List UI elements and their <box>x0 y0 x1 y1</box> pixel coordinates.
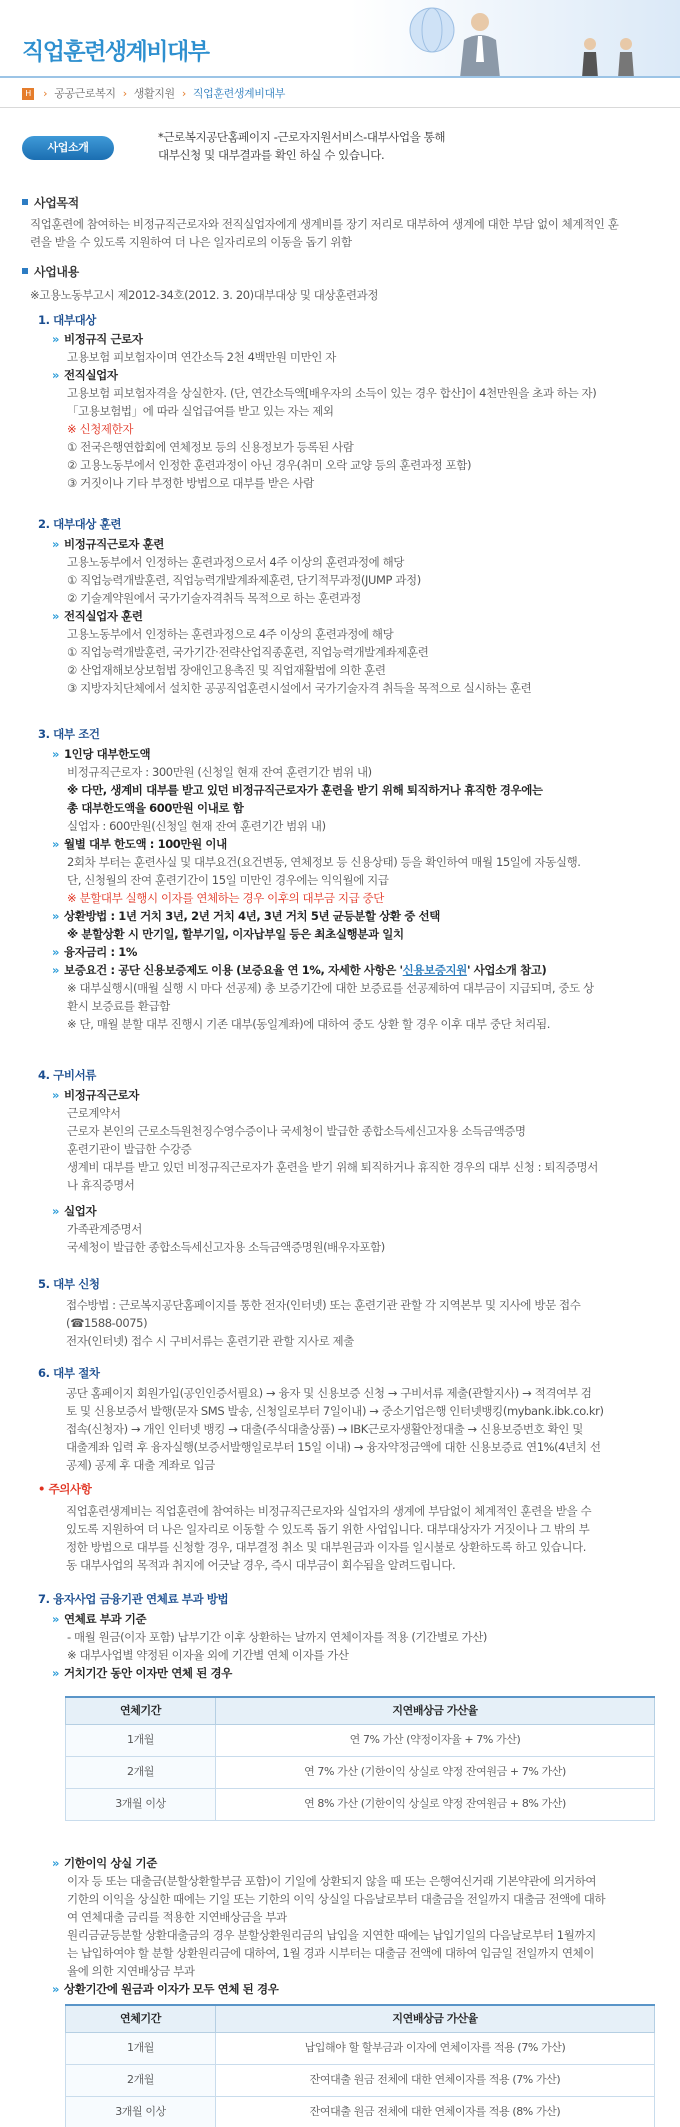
section-3-body <box>52 745 672 1033</box>
text-line: ① 전국은행연합회에 연체정보 등의 신용정보가 등록된 사람 <box>67 440 354 454</box>
text-line: 전자(인터넷) 접수 시 구비서류는 훈련기관 관할 지사로 제출 <box>66 1334 354 1348</box>
purpose-heading: 사업목적 <box>22 194 79 212</box>
text-line: ※ 대부사업별 약정된 이자율 외에 기간별 연체 이자를 가산 <box>67 1648 349 1662</box>
subheading: » 비정규직근로자 훈련 <box>52 535 662 553</box>
breadcrumb-current: 직업훈련생계비대부 <box>192 87 285 100</box>
text-line: 정한 방법으로 대부를 신청할 경우, 대부결정 취소 및 대부원금과 이자를 일시불로 상환하도록 하고 있습니다. <box>66 1540 587 1554</box>
table-cell: 연 7% 가산 (기한이익 상실로 약정 잔여원금 + 7% 가산) <box>216 1756 655 1788</box>
table-header: 지연배상금 가산율 <box>216 1697 655 1724</box>
breadcrumb-item[interactable]: 생활지원 <box>133 87 175 100</box>
section-5-title: 5. 대부 신청 <box>38 1277 100 1291</box>
text-line: ③ 거짓이나 기타 부정한 방법으로 대부를 받은 사람 <box>67 476 314 490</box>
page-title: 직업훈련생계비대부 <box>22 39 209 65</box>
text-line: 율에 의한 지연배상금 부과 <box>67 1964 195 1978</box>
subheading: » 융자금리 : 1% <box>52 943 672 961</box>
late-interest-table-2 <box>65 2004 655 2127</box>
warning-line: ※ 분할대부 실행시 이자를 연체하는 경우 이후의 대부금 지급 중단 <box>67 891 384 905</box>
text-line: ① 직업능력개발훈련, 직업능력개발계좌제훈련, 단기적무과정(JUMP 과정) <box>67 573 421 587</box>
text-line: 이자 등 또는 대출금(분할상환할부금 포함)이 기일에 상환되지 않을 때 또는 은행여신거래 기본약관에 의거하여 <box>67 1874 597 1888</box>
subheading: » 전직실업자 훈련 <box>52 607 662 625</box>
text-line: 대출계좌 입력 후 융자실행(보증서발행일로부터 15일 이내) → 융자약정금액에 대한 신용보증료 연1%(4년치 선 <box>66 1440 601 1454</box>
table-row <box>66 1788 655 1820</box>
subheading: » 비정규직 근로자 <box>52 330 662 348</box>
subheading: » 상환기간에 원금과 이자가 모두 연체 된 경우 <box>52 1980 672 1998</box>
text-line: 동 대부사업의 목적과 취지에 어긋날 경우, 즉시 대부금이 회수됨을 알려드립니다. <box>66 1558 456 1572</box>
text-line: 있도록 지원하여 더 나은 일자리로 이동할 수 있도록 돕기 위한 사업입니다. 대부대상자가 거짓이나 그 밖의 부 <box>66 1522 590 1536</box>
table-cell: 연 8% 가산 (기한이익 상실로 약정 잔여원금 + 8% 가산) <box>216 1788 655 1820</box>
text-line: 토 및 신용보증서 발행(문자 SMS 발송, 신청일로부터 7일이내) → 중소기업은행 인터넷뱅킹(mybank.ibk.co.kr) <box>66 1404 604 1418</box>
subheading <box>52 961 672 979</box>
text-line: 훈련기관이 발급한 수강증 <box>67 1142 192 1156</box>
table-row <box>66 1756 655 1788</box>
text-line: 공단 홈페이지 회원가입(공인인증서필요) → 융자 및 신용보증 신청 → 구비서류 제출(관할지사) → 적격여부 검 <box>66 1386 592 1400</box>
section-2-title: 2. 대부대상 훈련 <box>38 517 122 531</box>
page-header <box>0 0 680 78</box>
text-line: 총 대부한도액을 600만원 이내로 함 <box>67 801 244 815</box>
text-line: 기한의 이익을 상실한 때에는 기일 또는 기한의 이익 상실일 다음날로부터 대출금을 전일까지 대출금 전액에 대하 <box>67 1892 606 1906</box>
table-cell: 2개월 <box>66 1756 216 1788</box>
intro-line: 대부신청 및 대부결과를 확인 하실 수 있습니다. <box>158 148 385 162</box>
text-line: 실업자 : 600만원(신청일 현재 잔여 훈련기간 범위 내) <box>67 819 326 833</box>
chevron-right-icon: › <box>43 87 48 100</box>
subheading: » 거치기간 동안 이자만 연체 된 경우 <box>52 1664 672 1682</box>
section-7-body <box>52 1610 672 1682</box>
table-cell: 잔여대출 원금 전체에 대한 연체이자를 적용 (7% 가산) <box>216 2064 655 2096</box>
text-line: ※ 분할상환 시 만기일, 할부기일, 이자납부일 등은 최초실행분과 일치 <box>67 927 404 941</box>
table-row <box>66 2032 655 2064</box>
text-line: 「고용보험법」에 따라 실업급여를 받고 있는 자는 제외 <box>67 404 334 418</box>
text-line: 근로계약서 <box>67 1106 121 1120</box>
text-line: 나 휴직증명서 <box>67 1178 135 1192</box>
text-line: 생계비 대부를 받고 있던 비정규직근로자가 훈련을 받기 위해 퇴직하거나 휴직한 경우의 대부 신청 : 퇴직증명서 <box>67 1160 598 1174</box>
table-cell: 2개월 <box>66 2064 216 2096</box>
text-line: ② 고용노동부에서 인정한 훈련과정이 아닌 경우(취미 오락 교양 등의 훈련과정 포함) <box>67 458 472 472</box>
text-line: 련을 받을 수 있도록 지원하여 더 나은 일자리로의 이동을 돕기 위함 <box>30 235 352 249</box>
credit-guarantee-link[interactable]: 신용보증지원 <box>402 963 467 977</box>
text-line: 여 연체대출 금리를 적용한 지연배상금을 부과 <box>67 1910 287 1924</box>
section-1-body <box>52 330 662 492</box>
subheading: » 비정규직근로자 <box>52 1086 672 1104</box>
breadcrumb-item[interactable]: 공공근로복지 <box>54 87 116 100</box>
text-line: 단, 신청월의 잔여 훈련기간이 15일 미만인 경우에는 익익월에 지급 <box>67 873 389 887</box>
subheading: » 연체료 부과 기준 <box>52 1610 672 1628</box>
text-line: ② 기술계약원에서 국가기술자격취득 목적으로 하는 훈련과정 <box>67 591 361 605</box>
subheading: » 월별 대부 한도액 : 100만원 이내 <box>52 835 672 853</box>
section-2-body <box>52 535 662 697</box>
table-cell: 1개월 <box>66 1724 216 1756</box>
hero-banner-image <box>350 0 680 78</box>
text-line: ※ 대부실행시(매월 실행 시 마다 선공제) 총 보증기간에 대한 보증료를 선공제하여 대부금이 지급되며, 중도 상 <box>67 981 594 995</box>
text-line: 고용노동부에서 인정하는 훈련과정으로서 4주 이상의 훈련과정에 해당 <box>67 555 405 569</box>
table-row <box>66 1724 655 1756</box>
late-interest-table-1 <box>65 1696 655 1821</box>
section-badge: 사업소개 <box>22 136 114 160</box>
table-cell: 3개월 이상 <box>66 2096 216 2127</box>
text-line: (☎1588-0075) <box>66 1316 148 1330</box>
table-cell: 연 7% 가산 (약정이자율 + 7% 가산) <box>216 1724 655 1756</box>
text-line: - 매월 원금(이자 포함) 납부기간 이후 상환하는 날까지 연체이자를 적용 (기간별로 가산) <box>67 1630 488 1644</box>
caution-body <box>66 1502 666 1574</box>
section-6-body <box>66 1384 666 1474</box>
table-row <box>66 2096 655 2127</box>
text-line: ③ 지방자치단체에서 설치한 공공직업훈련시설에서 국가기술자격 취득을 목적으로 실시하는 훈련 <box>67 681 532 695</box>
chevron-right-icon: › <box>122 87 127 100</box>
section-3-title: 3. 대부 조건 <box>38 727 100 741</box>
subheading: » 1인당 대부한도액 <box>52 745 672 763</box>
text-line: 직업훈련에 참여하는 비정규직근로자와 전직실업자에게 생계비를 장기 저리로 대부하여 생계에 대한 부담 없이 체계적인 훈 <box>30 217 619 231</box>
subheading: » 전직실업자 <box>52 366 662 384</box>
text-line: 접수방법 : 근로복지공단홈페이지를 통한 전자(인터넷) 또는 훈련기관 관할 각 지역본부 및 지사에 방문 접수 <box>66 1298 581 1312</box>
text-line: 원리금균등분할 상환대출금의 경우 분할상환원리금의 납입을 지연한 때에는 납입기일의 다음날로부터 1월까지 <box>67 1928 596 1942</box>
intro-line: *근로복지공단홈페이지 -근로자지원서비스-대부사업을 통해 <box>158 130 446 144</box>
table-header: 연체기간 <box>66 2005 216 2032</box>
text-line: 비정규직근로자 : 300만원 (신청일 현재 잔여 훈련기간 범위 내) <box>67 765 372 779</box>
table-header: 연체기간 <box>66 1697 216 1724</box>
text-line: ※ 단, 매월 분할 대부 진행시 기존 대부(동일계좌)에 대하여 중도 상환 할 경우 이후 대부 중단 처리됨. <box>67 1017 550 1031</box>
text-line: ※ 다만, 생계비 대부를 받고 있던 비정규직근로자가 훈련을 받기 위해 퇴직하거나 휴직한 경우에는 <box>67 783 543 797</box>
notice-line: ※고용노동부고시 제2012-34호(2012. 3. 20)대부대상 및 대상훈련과정 <box>30 288 379 302</box>
table-header: 지연배상금 가산율 <box>216 2005 655 2032</box>
intro-text <box>158 128 445 164</box>
section-1-title: 1. 대부대상 <box>38 313 97 327</box>
chevron-right-icon: › <box>181 87 186 100</box>
table-cell: 3개월 이상 <box>66 1788 216 1820</box>
text-line: 공제) 공제 후 대출 계좌로 입금 <box>66 1458 215 1472</box>
table-cell: 잔여대출 원금 전체에 대한 연체이자를 적용 (8% 가산) <box>216 2096 655 2127</box>
text-line: 직업훈련생계비는 직업훈련에 참여하는 비정규직근로자와 실업자의 생계에 부담없이 체계적인 훈련을 받을 수 <box>66 1504 592 1518</box>
text-line: 고용보험 피보험자격을 상실한자. (단, 연간소득액[배우자의 소득이 있는 경우 합산]이 4천만원을 초과 하는 자) <box>67 386 597 400</box>
text-line: 환시 보증료를 환급함 <box>67 999 170 1013</box>
text-line: 가족관계증명서 <box>67 1222 142 1236</box>
subheading: » 기한이익 상실 기준 <box>52 1854 672 1872</box>
text-line: 접속(신청자) → 개인 인터넷 뱅킹 → 대출(주식대출상품) → IBK근로자생활안정대출 → 신용보증번호 확인 및 <box>66 1422 583 1436</box>
content-heading: 사업내용 <box>22 263 79 281</box>
text-span: ' 사업소개 참고) <box>466 963 547 977</box>
text-line: ① 직업능력개발훈련, 국가기간·전략산업직종훈련, 직업능력개발계좌제훈련 <box>67 645 429 659</box>
caution-label: • 주의사항 <box>38 1482 92 1496</box>
text-line: 고용보험 피보험자이며 연간소득 2천 4백만원 미만인 자 <box>67 350 336 364</box>
text-line: 국세청이 발급한 종합소득세신고자용 소득금액증명원(배우자포함) <box>67 1240 385 1254</box>
intro-box <box>0 128 680 172</box>
text-span: 보증요건 : 공단 신용보증제도 이용 (보증요율 연 1%, 자세한 사항은 ' <box>64 963 403 977</box>
text-line: 2회차 부터는 훈련사실 및 대부요건(요건변동, 연체정보 등 신용상태) 등을 확인하여 매월 15일에 자동실행. <box>67 855 581 869</box>
text-line: ② 산업재해보상보험법 장애인고용촉진 및 직업재활법에 의한 훈련 <box>67 663 386 677</box>
section-5-body <box>66 1296 666 1350</box>
table-cell: 1개월 <box>66 2032 216 2064</box>
section-6-title: 6. 대부 절차 <box>38 1366 100 1380</box>
text-line: 근로자 본인의 근로소득원천징수영수증이나 국세청이 발급한 종합소득세신고자용 소득금액증명 <box>67 1124 526 1138</box>
subheading: » 상환방법 : 1년 거치 3년, 2년 거치 4년, 3년 거치 5년 균등분할 상환 중 선택 <box>52 907 672 925</box>
table-row <box>66 2064 655 2096</box>
section-4-body <box>52 1086 672 1256</box>
text-line: 는 납입하여야 할 분할 상환원리금에 대하여, 1월 경과 시부터는 대출금 전액에 대하여 입금일 전일까지 연체이 <box>67 1946 594 1960</box>
restriction-label: ※ 신청제한자 <box>67 422 134 436</box>
section-7-body-2 <box>52 1854 672 1998</box>
home-icon[interactable]: H <box>22 88 34 100</box>
caution-text: 주의사항 <box>48 1482 92 1496</box>
breadcrumb <box>0 78 680 108</box>
section-4-title: 4. 구비서류 <box>38 1068 97 1082</box>
table-cell: 납입해야 할 할부금과 이자에 연체이자를 적용 (7% 가산) <box>216 2032 655 2064</box>
section-7-title: 7. 융자사업 금융기관 연체료 부과 방법 <box>38 1592 229 1606</box>
purpose-text <box>30 215 660 251</box>
text-line: 고용노동부에서 인정하는 훈련과정으로 4주 이상의 훈련과정에 해당 <box>67 627 394 641</box>
subheading: » 실업자 <box>52 1202 672 1220</box>
